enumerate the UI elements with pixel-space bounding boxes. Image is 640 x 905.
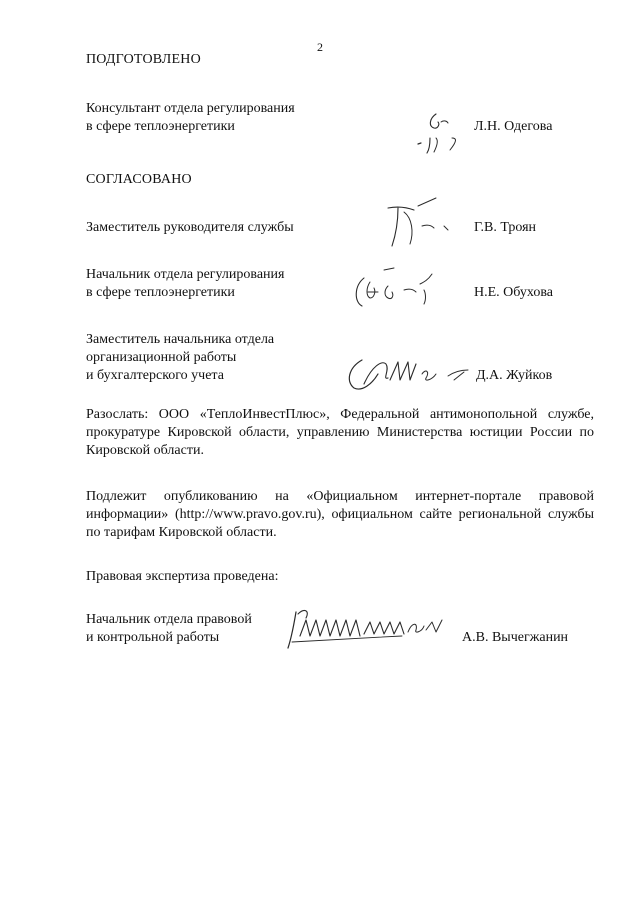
signature-vychegzhanin <box>284 602 454 652</box>
role-line: Заместитель начальника отдела <box>86 332 275 347</box>
signer-role <box>86 219 416 237</box>
role-line: Начальник отдела правовой <box>86 612 252 627</box>
agreed-heading: СОГЛАСОВАНО <box>86 172 192 187</box>
distribution-paragraph: Разослать: ООО «ТеплоИнвестПлюс», Федеральной антимонопольной службе, прокуратуре Кировской области, управлению Министерства юстиции России по Кировской области. <box>86 407 594 458</box>
prepared-heading: ПОДГОТОВЛЕНО <box>86 52 201 67</box>
signer-role <box>86 100 416 136</box>
signer-name: Д.А. Жуйков <box>476 368 553 383</box>
role-line: Консультант отдела регулирования <box>86 101 295 116</box>
signer-name: Г.В. Троян <box>474 220 537 235</box>
publication-paragraph: Подлежит опубликованию на «Официальном интернет-портале правовой информации» (http://www.pravo.gov.ru), официальном сайте региональной службы по тарифам Кировской области. <box>86 489 594 540</box>
role-line: организационной работы <box>86 350 237 365</box>
signature-odegova <box>414 108 470 154</box>
role-line: Начальник отдела регулирования <box>86 267 285 282</box>
signature-zhuikov <box>342 350 482 396</box>
legal-review-statement: Правовая экспертиза проведена: <box>86 569 279 584</box>
signature-troyan <box>378 196 458 252</box>
role-line: и бухгалтерского учета <box>86 368 224 383</box>
page-number: 2 <box>317 40 323 54</box>
signer-name: Л.Н. Одегова <box>474 119 553 134</box>
role-line: Заместитель руководителя службы <box>86 220 294 235</box>
signer-name: А.В. Вычегжанин <box>462 630 569 645</box>
role-line: в сфере теплоэнергетики <box>86 119 235 134</box>
role-line: и контрольной работы <box>86 630 220 645</box>
signature-obukhova <box>348 262 448 314</box>
signer-name: Н.Е. Обухова <box>474 285 553 300</box>
role-line: в сфере теплоэнергетики <box>86 285 235 300</box>
